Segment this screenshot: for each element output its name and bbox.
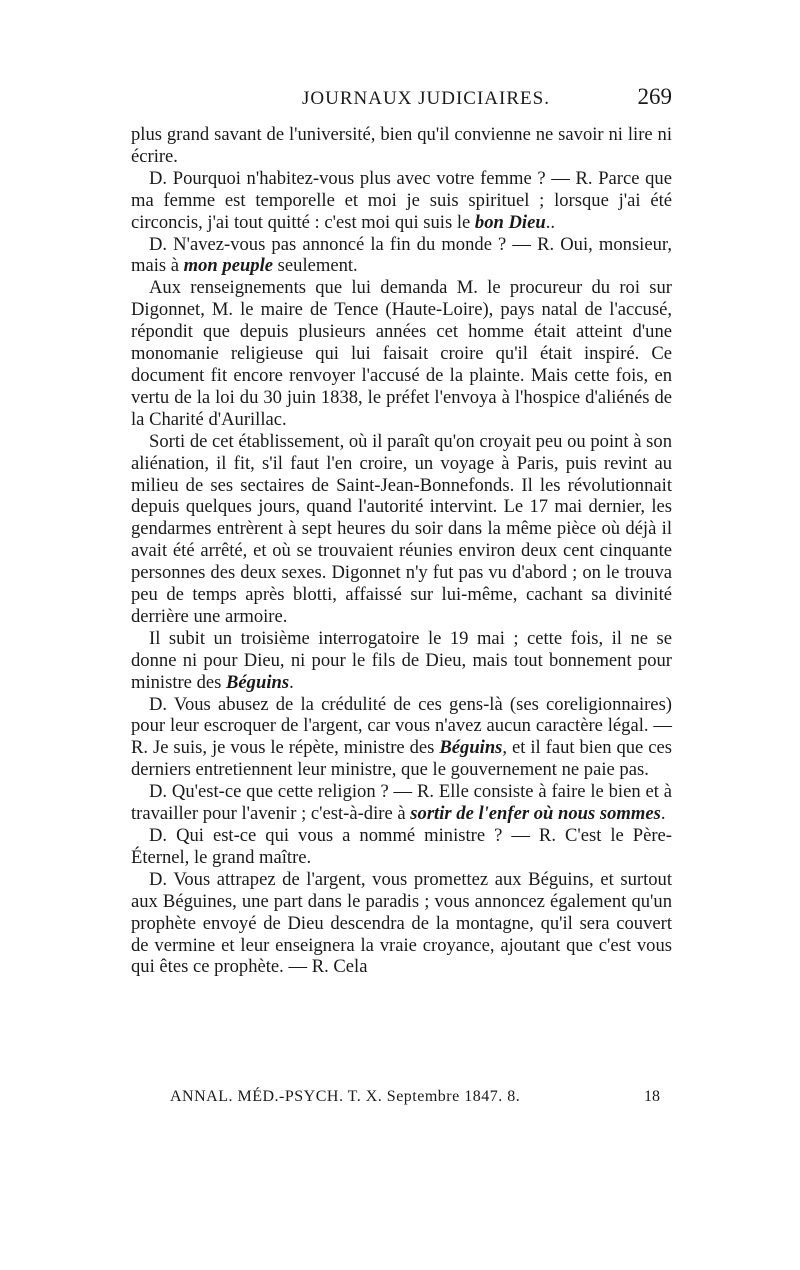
page-footer bbox=[170, 1088, 660, 1112]
text-run: . bbox=[289, 671, 294, 693]
text-run: seulement. bbox=[273, 255, 358, 277]
paragraph bbox=[131, 168, 672, 234]
text-run: Il subit un troisième interrogatoire le 19 mai ; cette fois, il ne se donne ni pour Dieu, ni pour le fils de Dieu, mais tout bonnement pour ministre des bbox=[131, 627, 672, 693]
text-run: D. N'avez-vous pas annoncé la fin du monde ? — R. Oui, monsieur, mais à bbox=[131, 233, 672, 277]
text-run: D. Qu'est-ce que cette religion ? — R. Elle consiste à faire le bien et à travailler pour l'avenir ; c'est-à-dire à bbox=[131, 781, 672, 825]
text-run: , et il faut bien que ces derniers entretiennent leur ministre, que le gouvernement ne paie pas. bbox=[131, 737, 672, 781]
paragraph bbox=[131, 124, 672, 168]
page-number: 269 bbox=[637, 84, 672, 109]
text-run: D. Qui est-ce qui vous a nommé ministre ? — R. C'est le Père-Éternel, le grand maître. bbox=[131, 825, 672, 868]
emphasized-text: bon Dieu bbox=[474, 211, 546, 233]
body-text bbox=[131, 124, 672, 978]
text-run: .. bbox=[545, 211, 555, 233]
emphasized-text: sortir de l'enfer où nous sommes bbox=[410, 803, 661, 825]
text-run: D. Pourquoi n'habitez-vous plus avec votre femme ? — R. Parce que ma femme est temporelle et moi je suis spirituel ; lorsque j'ai été circoncis, j'ai tout quitté : c'est moi qui suis le bbox=[131, 167, 672, 233]
paragraph bbox=[131, 234, 672, 278]
emphasized-text: Béguins bbox=[439, 737, 503, 759]
paragraph bbox=[131, 431, 672, 628]
emphasized-text: Béguins bbox=[226, 671, 290, 693]
text-run: D. Vous abusez de la crédulité de ces gens-là (ses coreligionnaires) pour leur escroquer de l'argent, car vous n'avez aucun caractère légal. — R. Je suis, je vous le répète, ministre des bbox=[131, 693, 672, 759]
page-header bbox=[132, 84, 672, 122]
signature-note: ANNAL. MÉD.-PSYCH. T. X. Septembre 1847. 8. bbox=[170, 1088, 521, 1105]
emphasized-text: mon peuple bbox=[183, 255, 274, 277]
text-run: Aux renseignements que lui demanda M. le procureur du roi sur Digonnet, M. le maire de Tence (Haute-Loire), pays natal de l'accusé, répondit que depuis plusieurs années cet homme était atteint d'une monomanie religieuse qui lui faisait croire qu'il était inspiré. Ce document fit encore renvoyer l'accusé de la plainte. Mais cette fois, en vertu de la loi du 30 juin 1838, le préfet l'envoya à l'hospice d'aliénés de la Charité d'Aurillac. bbox=[131, 277, 672, 430]
text-run: D. Vous attrapez de l'argent, vous promettez aux Béguins, et surtout aux Béguines, une part dans le paradis ; vous annoncez également qu'un prophète envoyé de Dieu descendra de la montagne, qu'il sera couvert de vermine et leur enseignera la vraie croyance, ajoutant que c'est vous qui êtes ce prophète. — R. Cela bbox=[131, 868, 672, 978]
paragraph bbox=[131, 277, 672, 430]
text-run: . bbox=[660, 803, 666, 825]
paragraph bbox=[131, 869, 672, 979]
text-run: plus grand savant de l'université, bien qu'il convienne ne savoir ni lire ni écrire. bbox=[131, 124, 672, 167]
paragraph bbox=[131, 825, 672, 869]
paragraph bbox=[131, 628, 672, 694]
paragraph bbox=[131, 694, 672, 782]
running-title: JOURNAUX JUDICIAIRES. bbox=[302, 88, 550, 109]
text-run: Sorti de cet établissement, où il paraît qu'on croyait peu ou point à son aliénation, il fit, s'il faut l'en croire, un voyage à Paris, puis revint au milieu de ses sectaires de Saint-Jean-Bonnefonds. Il les révolutionnait depuis quelques jours, quand l'autorité intervint. Le 17 mai dernier, les gendarmes entrèrent à sept heures du soir dans la même pièce où déjà il avait été arrêté, et où se trouvaient réunies environ deux cent cinquante personnes des deux sexes. Digonnet n'y fut pas vu d'abord ; on le trouva peu de temps après blotti, affaissé sur lui-même, cachant sa divinité derrière une armoire. bbox=[131, 430, 672, 627]
paragraph bbox=[131, 781, 672, 825]
signature-mark: 18 bbox=[644, 1088, 660, 1105]
